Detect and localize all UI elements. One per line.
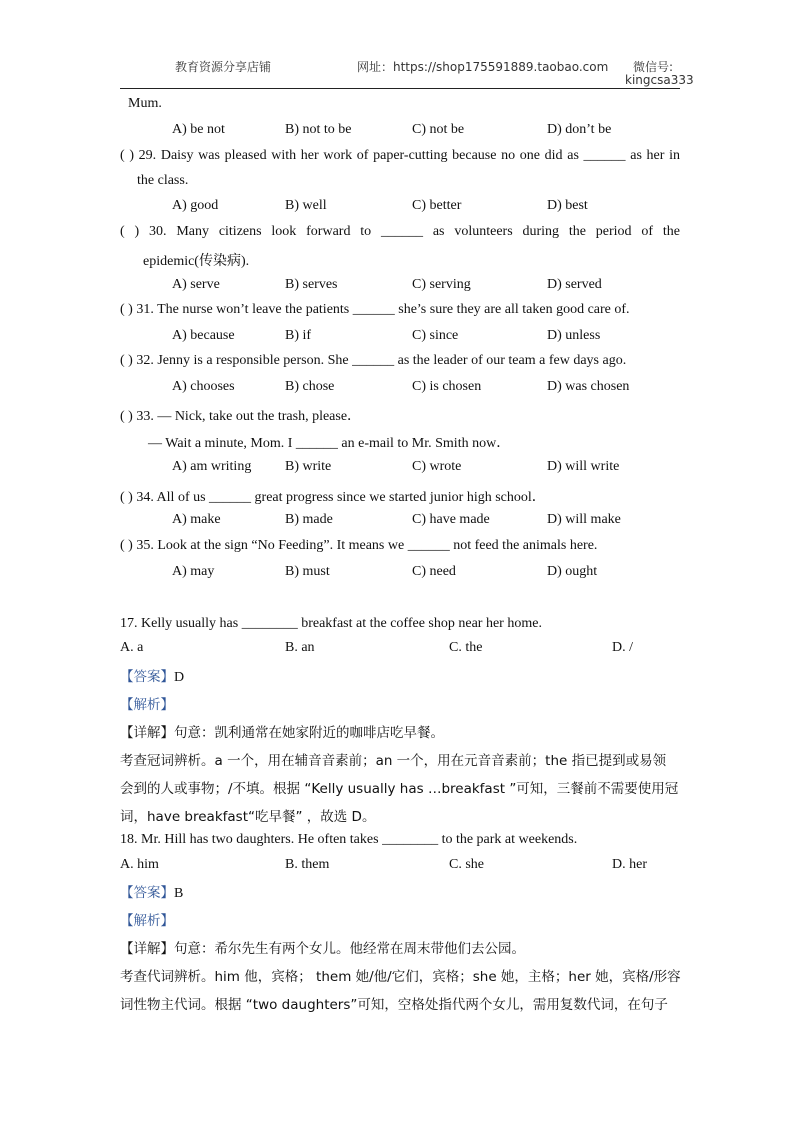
q17-option-c: C. the <box>449 640 483 655</box>
q31-stem: ( ) 31. The nurse won’t leave the patients ______ she’s sure they are all taken good care of. <box>120 302 630 317</box>
q18-option-a: A. him <box>120 857 159 872</box>
q30-stem: ( ) 30. Many citizens look forward to ______ as volunteers during the period of the <box>120 224 680 239</box>
q29-option-b: B) well <box>285 198 327 213</box>
q33-option-d: D) will write <box>547 459 620 474</box>
q32-option-d: D) was chosen <box>547 379 630 394</box>
q28-option-b: B) not to be <box>285 122 352 137</box>
q17-option-d: D. / <box>612 640 633 655</box>
q17-explain-line1: 考查冠词辨析。a 一个，用在辅音音素前；an 一个，用在元音音素前；the 指已提到或易领 <box>120 753 667 769</box>
q18-detail <box>120 937 525 957</box>
q32-option-c: C) is chosen <box>412 379 482 394</box>
header-shop-name: 教育资源分享店铺 <box>175 60 272 74</box>
q34-option-d: D) will make <box>547 512 621 527</box>
q17-stem: 17. Kelly usually has ________ breakfast at the coffee shop near her home. <box>120 616 542 631</box>
q17-detail <box>120 721 444 741</box>
q18-analysis-tag <box>120 909 174 930</box>
answer-tag: 【答案】 <box>120 885 174 901</box>
q30-option-a: A) serve <box>172 277 220 292</box>
q31-option-d: D) unless <box>547 328 601 343</box>
q18-option-c: C. she <box>449 857 484 872</box>
q35-option-b: B) must <box>285 564 330 579</box>
detail-text: 句意：希尔先生有两个女儿。他经常在周末带他们去公园。 <box>174 941 525 957</box>
q17-answer <box>120 665 184 686</box>
q29-option-d: D) best <box>547 198 588 213</box>
q28-tail: Mum. <box>128 96 162 111</box>
q18-answer <box>120 881 183 902</box>
q31-option-c: C) since <box>412 328 459 343</box>
q31-option-a: A) because <box>172 328 235 343</box>
q35-option-d: D) ought <box>547 564 598 579</box>
q33-stem-cont: — Wait a minute, Mom. I ______ an e-mail to Mr. Smith now． <box>148 436 511 451</box>
q18-stem: 18. Mr. Hill has two daughters. He often takes ________ to the park at weekends. <box>120 832 578 847</box>
detail-tag: 【详解】 <box>120 941 174 957</box>
q18-option-d: D. her <box>612 857 647 872</box>
q28-option-d: D) don’t be <box>547 122 612 137</box>
q17-explain-line2: 会到的人或事物；/不填。根据 “Kelly usually has …breakfast ”可知，三餐前不需要使用冠 <box>120 781 679 797</box>
q29-option-c: C) better <box>412 198 462 213</box>
analysis-tag: 【解析】 <box>120 913 174 929</box>
answer-value: D <box>174 670 185 685</box>
detail-tag: 【详解】 <box>120 725 174 741</box>
header-url: 网址：https://shop175591889.taobao.com <box>357 60 609 74</box>
q28-option-a: A) be not <box>172 122 225 137</box>
q33-option-c: C) wrote <box>412 459 462 474</box>
q33-option-b: B) write <box>285 459 332 474</box>
q30-option-b: B) serves <box>285 277 338 292</box>
q30-option-c: C) serving <box>412 277 471 292</box>
q34-stem: ( ) 34. All of us ______ great progress since we started junior high school． <box>120 490 546 505</box>
detail-text: 句意：凯利通常在她家附近的咖啡店吃早餐。 <box>174 725 444 741</box>
q32-option-b: B) chose <box>285 379 335 394</box>
answer-tag: 【答案】 <box>120 669 174 685</box>
q29-option-a: A) good <box>172 198 219 213</box>
q35-option-a: A) may <box>172 564 215 579</box>
q32-option-a: A) chooses <box>172 379 235 394</box>
q35-stem: ( ) 35. Look at the sign “No Feeding”. It means we ______ not feed the animals here. <box>120 538 598 553</box>
q34-option-a: A) make <box>172 512 221 527</box>
q28-option-c: C) not be <box>412 122 465 137</box>
q17-explain-line3: 词，have breakfast“吃早餐” ，故选 D。 <box>120 809 376 825</box>
answer-value: B <box>174 886 184 901</box>
q18-explain-line1: 考查代词辨析。him 他，宾格； them 她/他/它们，宾格；she 她，主格；her 她，宾格/形容 <box>120 969 681 985</box>
q30-stem-cont: epidemic(传染病). <box>143 254 250 269</box>
q29-stem: ( ) 29. Daisy was pleased with her work of paper-cutting because no one did as ______ as her in <box>120 148 680 163</box>
q33-stem: ( ) 33. — Nick, take out the trash, please． <box>120 409 362 424</box>
header-wechat-id: kingcsa333 <box>625 73 694 87</box>
analysis-tag: 【解析】 <box>120 697 174 713</box>
q30-option-d: D) served <box>547 277 602 292</box>
header-rule <box>120 88 680 89</box>
q34-option-c: C) have made <box>412 512 490 527</box>
q17-analysis-tag <box>120 693 174 714</box>
q35-option-c: C) need <box>412 564 456 579</box>
q34-option-b: B) made <box>285 512 333 527</box>
q17-option-b: B. an <box>285 640 315 655</box>
q18-explain-line2: 词性物主代词。根据 “two daughters”可知，空格处指代两个女儿，需用复数代词，在句子 <box>120 997 668 1013</box>
header-wechat-label: 微信号: <box>633 60 674 74</box>
q29-stem-cont: the class. <box>137 173 189 188</box>
q33-option-a: A) am writing <box>172 459 252 474</box>
page-header <box>0 0 800 92</box>
q17-option-a: A. a <box>120 640 144 655</box>
q31-option-b: B) if <box>285 328 312 343</box>
q32-stem: ( ) 32. Jenny is a responsible person. She ______ as the leader of our team a few days ago. <box>120 353 627 368</box>
q18-option-b: B. them <box>285 857 330 872</box>
